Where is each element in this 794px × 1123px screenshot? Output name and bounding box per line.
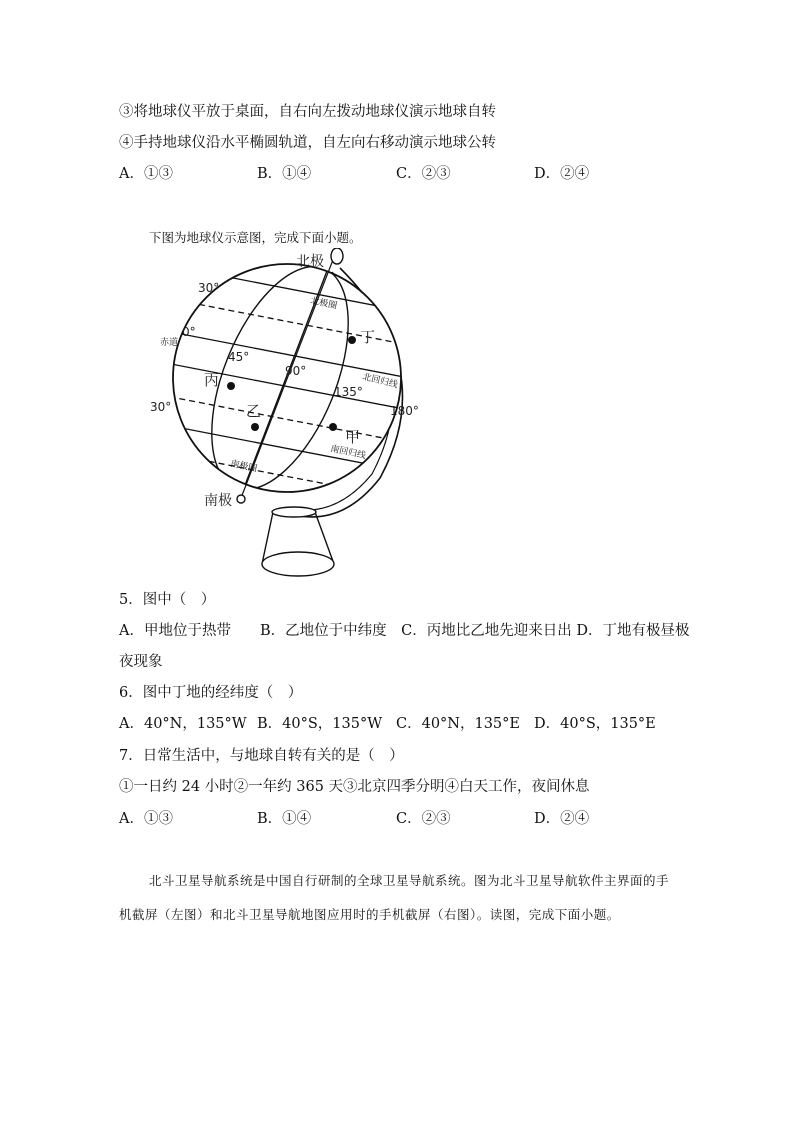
q6-option-d: D．40°S，135°E	[534, 716, 656, 732]
q4-statement-4: ④手持地球仪沿水平椭圆轨道，自左向右移动演示地球公转	[119, 135, 496, 151]
globe-intro: 下图为地球仪示意图，完成下面小题。	[149, 230, 362, 245]
point-jia-dot	[329, 423, 337, 431]
q6-option-c: C．40°N，135°E	[396, 716, 520, 732]
q5-options-line1: A．甲地位于热带 B．乙地位于中纬度 C．丙地比乙地先迎来日出 D．丁地有极昼极	[119, 623, 690, 639]
q7-option-c: C．②③	[396, 811, 451, 827]
label-lat-30-top: 30°	[198, 281, 220, 295]
q5-options-line2: 夜现象	[119, 654, 163, 670]
q7-statements: ①一日约 24 小时②一年约 365 天③北京四季分明④白天工作，夜间休息	[119, 779, 590, 795]
label-lon-45: 45°	[228, 350, 250, 364]
label-point-bing: 丙	[204, 371, 220, 389]
label-tropic-cancer: 北回归线	[361, 372, 399, 391]
q7-stem: 7．日常生活中，与地球自转有关的是（ ）	[119, 748, 404, 764]
q4-option-a: A．①③	[119, 166, 173, 182]
label-lat-0: 0°	[182, 325, 196, 339]
label-lon-180: 180°	[390, 404, 419, 418]
q6-option-a: A．40°N，135°W	[119, 716, 247, 732]
q4-option-b: B．①④	[257, 166, 312, 182]
q4-statement-3: ③将地球仪平放于桌面，自右向左拨动地球仪演示地球自转	[119, 104, 496, 120]
label-point-ding: 丁	[360, 328, 376, 346]
q7-option-d: D．②④	[534, 811, 590, 827]
q4-option-d: D．②④	[534, 166, 590, 182]
q4-option-c: C．②③	[396, 166, 451, 182]
label-arctic-circle: 北极圈	[309, 296, 338, 312]
point-ding-dot	[348, 336, 356, 344]
point-yi-dot	[251, 423, 259, 431]
q7-option-b: B．①④	[257, 811, 312, 827]
point-bing-dot	[227, 382, 235, 390]
q7-option-a: A．①③	[119, 811, 173, 827]
q6-option-b: B．40°S，135°W	[257, 716, 383, 732]
label-point-yi: 乙	[246, 402, 262, 420]
q5-stem: 5．图中（ ）	[119, 592, 216, 608]
label-tropic-capricorn: 南回归线	[329, 444, 367, 462]
label-antarctic-circle: 南极圈	[229, 459, 258, 475]
beidou-intro: 北斗卫星导航系统是中国自行研制的全球卫星导航系统。图为北斗卫星导航软件主界面的手机截屏（左图）和北斗卫星导航地图应用时的手机截屏（右图）。读图，完成下面小题。	[119, 873, 670, 922]
label-north-pole: 北极	[296, 254, 324, 270]
label-lon-135: 135°	[334, 385, 363, 399]
label-lat-30-bottom: 30°	[150, 400, 172, 414]
label-point-jia: 甲	[345, 428, 361, 446]
label-equator: 赤道	[160, 338, 179, 348]
q6-stem: 6．图中丁地的经纬度（ ）	[119, 685, 303, 701]
label-south-pole: 南极	[204, 493, 232, 509]
globe-figure	[140, 248, 430, 588]
label-lon-90: 90°	[285, 364, 307, 378]
